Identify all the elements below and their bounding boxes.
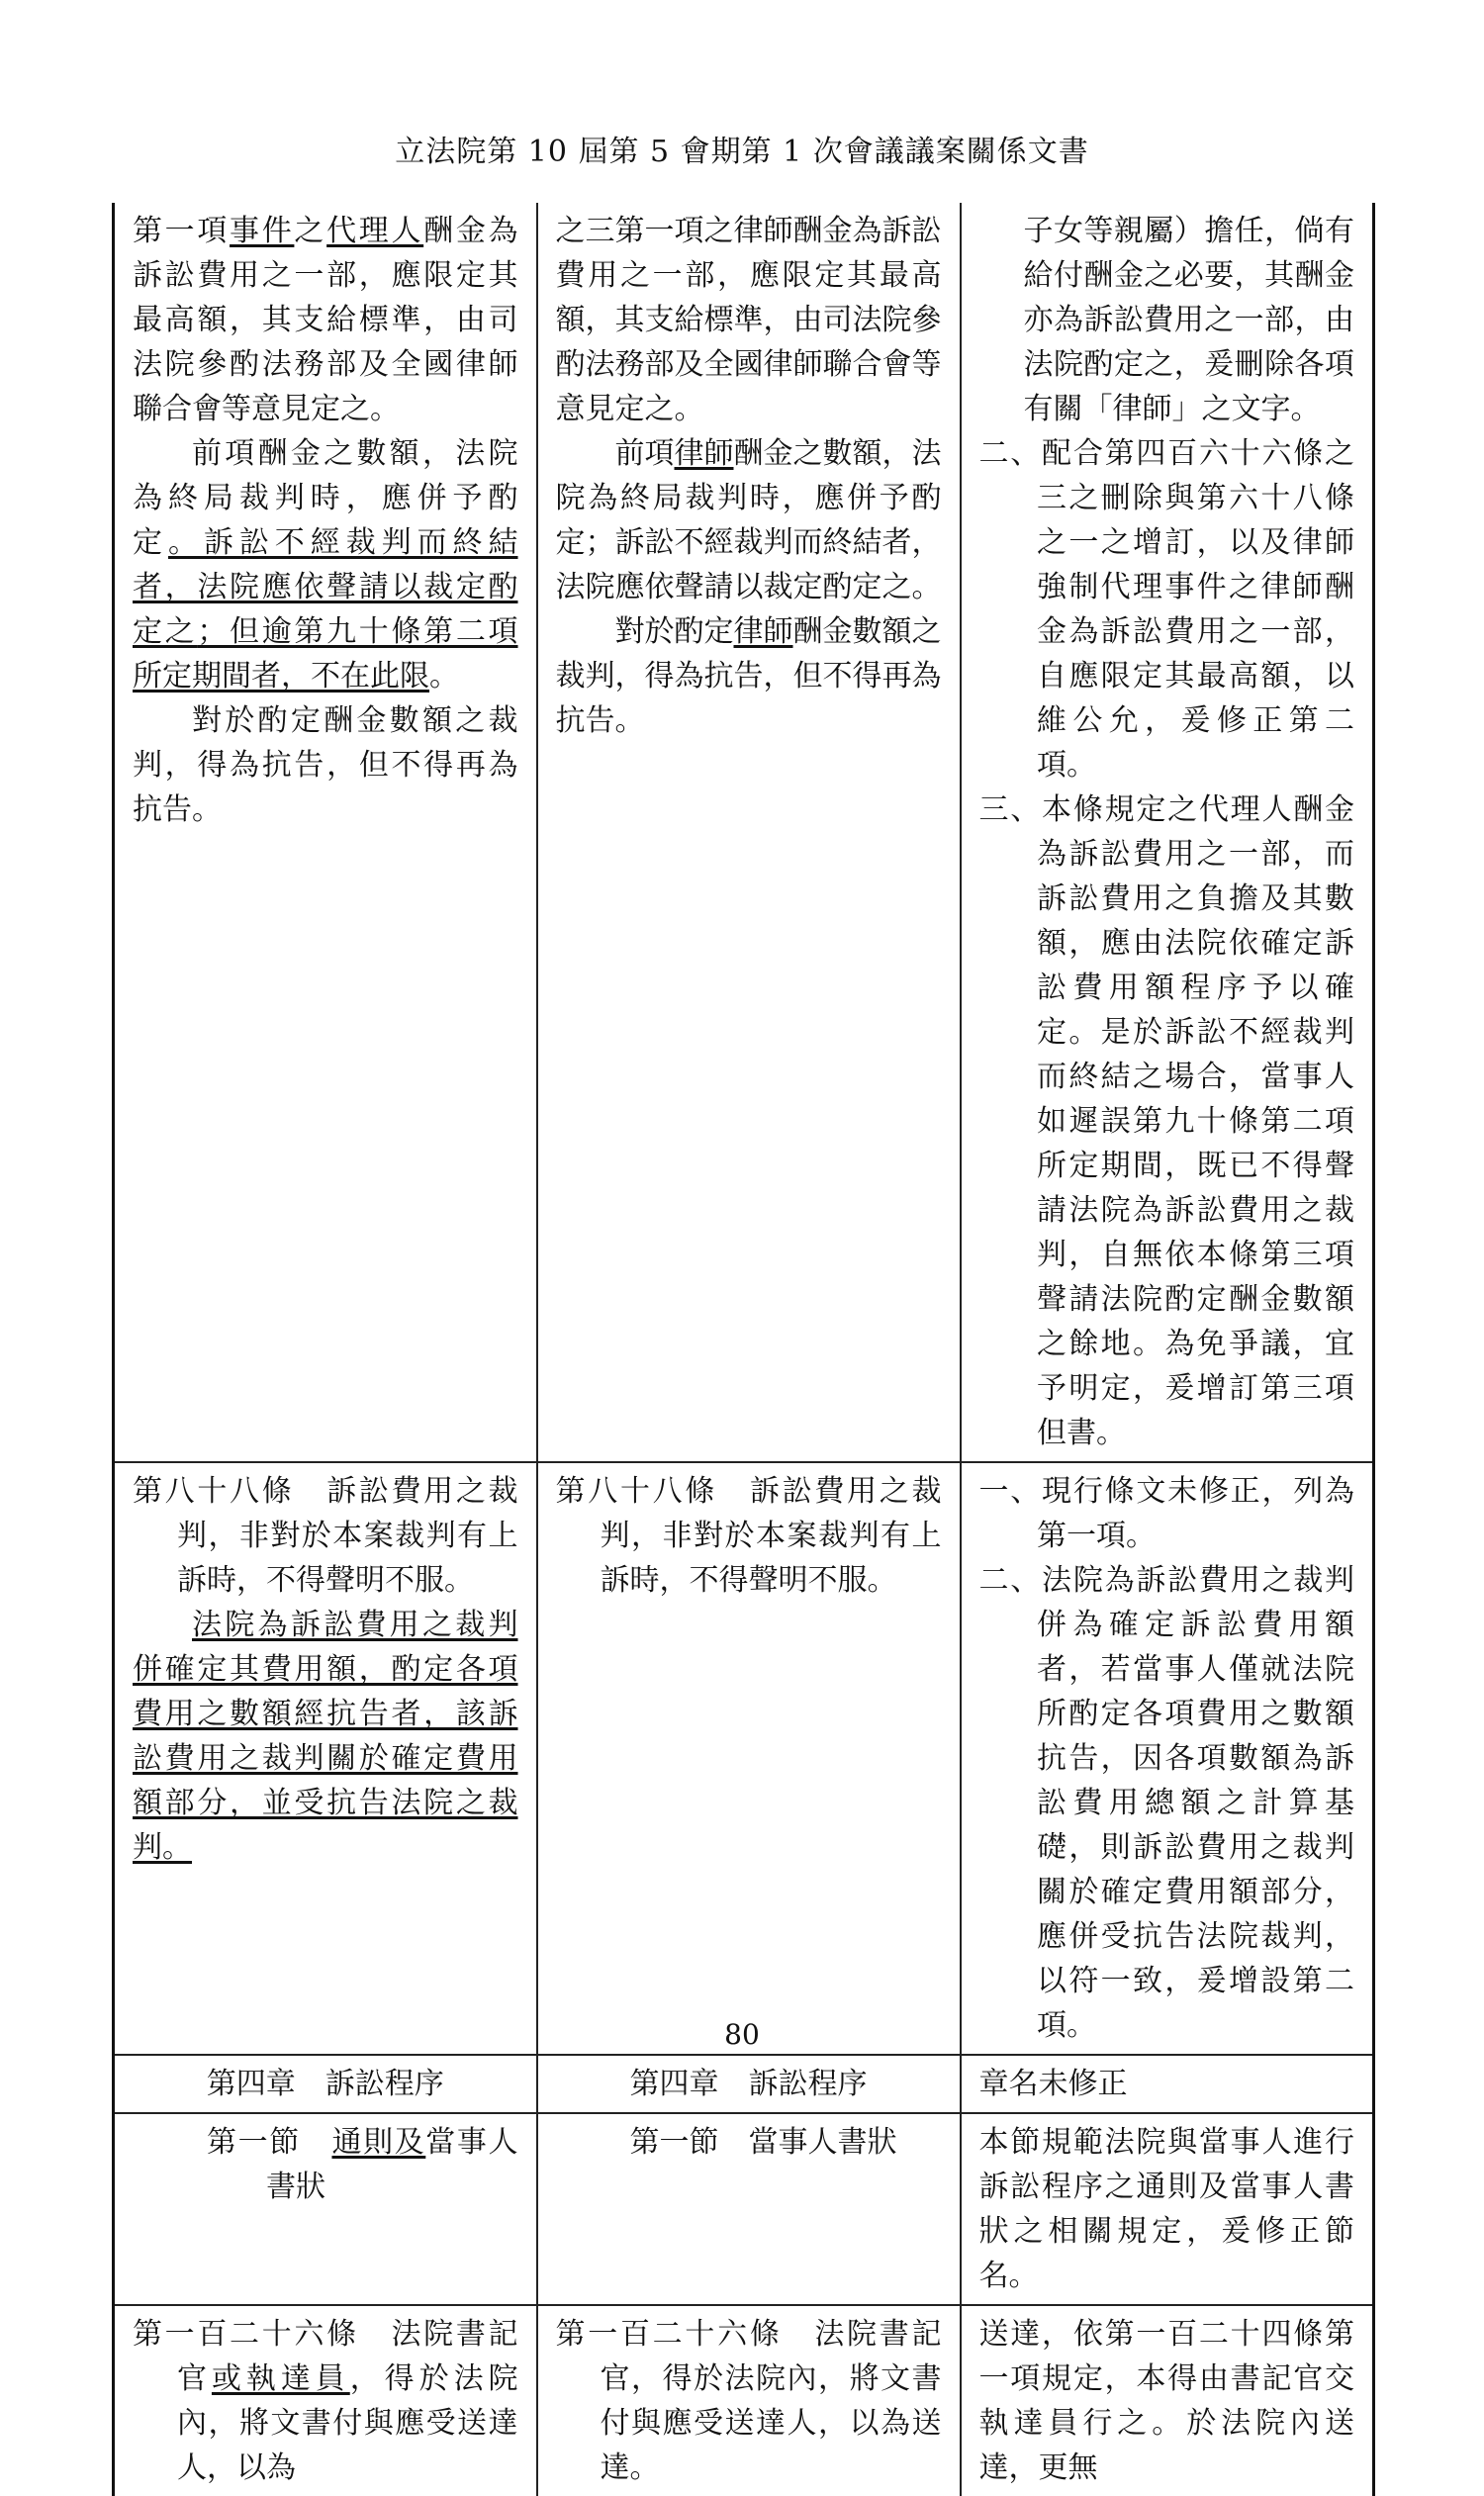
paragraph: 第一項事件之代理人酬金為訴訟費用之一部，應限定其最高額，其支給標準，由司法院參酌法務部及全國律師聯合會等意見定之。 (133, 214, 518, 426)
paragraph: 對於酌定律師酬金數額之裁判，得為抗告，但不得再為抗告。 (555, 614, 942, 738)
paragraph: 之三第一項之律師酬金為訴訟費用之一部，應限定其最高額，其支給標準，由司法院參酌法務部及全國律師聯合會等意見定之。 (555, 214, 942, 426)
explanation-cell (961, 1462, 1374, 2055)
amended-text-cell (114, 2055, 537, 2113)
paragraph: 法院為訴訟費用之裁判併確定其費用額，酌定各項費用之數額經抗告者，該訴訟費用之裁判關於確定費用額部分，並受抗告法院之裁判。 (133, 1608, 518, 1865)
section-title: 第一節 當事人書狀 (629, 2125, 897, 2160)
explanation-cell (961, 203, 1374, 1462)
table-row (114, 203, 1374, 1462)
comparison-table (112, 203, 1375, 2496)
current-text-cell (537, 1462, 961, 2055)
paragraph: 送達，依第一百二十四條第一項規定，本得由書記官交執達員行之。於法院內送達，更無 (978, 2317, 1354, 2485)
amended-text-cell (114, 203, 537, 1462)
numbered-item: 二、法院為訴訟費用之裁判併為確定訴訟費用額者，若當事人僅就法院所酌定各項費用之數額抗告，因各項數額為訴訟費用總額之計算基礎，則訴訟費用之裁判關於確定費用額部分，應併受抗告法院裁判，以符一致，爰增設第二項。 (978, 1563, 1355, 2043)
paragraph: 對於酌定酬金數額之裁判，得為抗告，但不得再為抗告。 (133, 703, 518, 827)
paragraph: 第一百二十六條 法院書記官或執達員，得於法院內，將文書付與應受送達人，以為 (133, 2317, 518, 2485)
current-text-cell (537, 203, 961, 1462)
table-row (114, 2113, 1374, 2305)
numbered-item: 二、配合第四百六十六條之三之刪除與第六十八條之一之增訂，以及律師強制代理事件之律師酬金為訴訟費用之一部，自應限定其最高額，以維公允，爰修正第二項。 (978, 436, 1355, 783)
table-row (114, 2055, 1374, 2113)
explanation-cell (961, 2305, 1374, 2496)
current-text-cell (537, 2305, 961, 2496)
amended-text-cell (114, 1462, 537, 2055)
numbered-item: 三、本條規定之代理人酬金為訴訟費用之一部，而訴訟費用之負擔及其數額，應由法院依確定訴訟費用額程序予以確定。是於訴訟不經裁判而終結之場合，當事人如遲誤第九十條第二項所定期間，既已不得聲請法院為訴訟費用之裁判，自無依本條第三項聲請法院酌定酬金數額之餘地。為免爭議，宜予明定，爰增訂第三項但書。 (978, 792, 1355, 1450)
page-number: 80 (724, 2018, 760, 2051)
chapter-title: 第四章 訴訟程序 (206, 2067, 444, 2101)
section-title: 第一節 通則及當事人書狀 (207, 2125, 518, 2204)
current-text-cell (537, 2055, 961, 2113)
current-text-cell (537, 2113, 961, 2305)
numbered-item: 一、現行條文未修正，列為第一項。 (978, 1474, 1355, 1553)
chapter-title: 第四章 訴訟程序 (629, 2067, 868, 2101)
table-row (114, 2305, 1374, 2496)
paragraph: 第一百二十六條 法院書記官，得於法院內，將文書付與應受送達人，以為送達。 (555, 2317, 942, 2485)
paragraph: 第八十八條 訴訟費用之裁判，非對於本案裁判有上訴時，不得聲明不服。 (555, 1474, 942, 1598)
paragraph: 子女等親屬）擔任，倘有給付酬金之必要，其酬金亦為訴訟費用之一部，由法院酌定之，爰刪除各項有關「律師」之文字。 (1023, 214, 1354, 426)
paragraph: 章名未修正 (978, 2067, 1128, 2101)
table-row (114, 1462, 1374, 2055)
paragraph: 前項酬金之數額，法院為終局裁判時，應併予酌定。訴訟不經裁判而終結者，法院應依聲請以裁定酌定之；但逾第九十條第二項所定期間者，不在此限。 (133, 436, 518, 693)
amended-text-cell (114, 2113, 537, 2305)
amended-text-cell (114, 2305, 537, 2496)
paragraph: 前項律師酬金之數額，法院為終局裁判時，應併予酌定；訴訟不經裁判而終結者，法院應依聲請以裁定酌定之。 (555, 436, 942, 604)
explanation-cell (961, 2055, 1374, 2113)
paragraph: 第八十八條 訴訟費用之裁判，非對於本案裁判有上訴時，不得聲明不服。 (133, 1474, 518, 1598)
explanation-cell (961, 2113, 1374, 2305)
paragraph: 本節規範法院與當事人進行訴訟程序之通則及當事人書狀之相關規定，爰修正節名。 (978, 2125, 1354, 2293)
page-header: 立法院第 10 屆第 5 會期第 1 次會議議案關係文書 (395, 135, 1089, 169)
